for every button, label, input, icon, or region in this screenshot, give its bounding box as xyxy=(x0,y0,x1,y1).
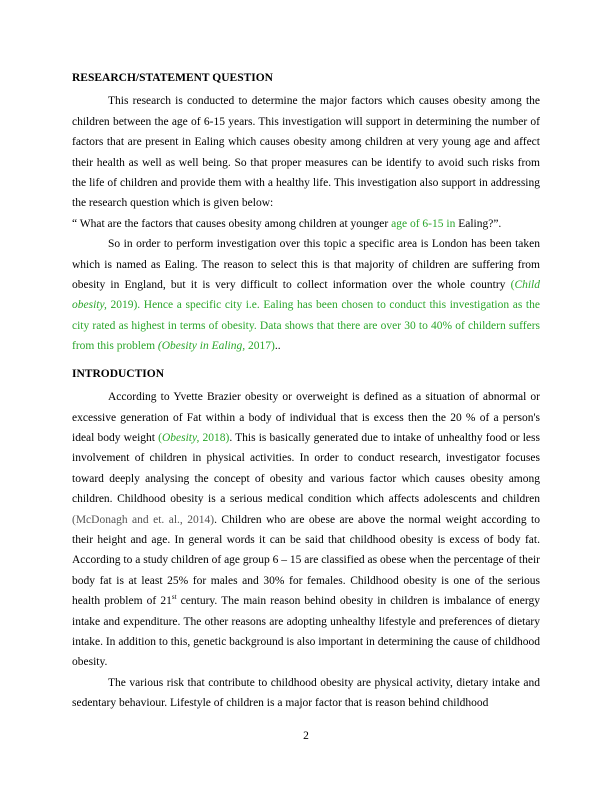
introduction-paragraph-1: According to Yvette Brazier obesity or overweight is defined as a situation of abnormal or excessive generation of Fat within a body of individual that is excess then the 20 % of a person's ideal body weight (Obesity, 2018). This is basically generated due to intake of unhealthy food or less involvement of children in physical activities. In order to conduct research, investigator focuses toward deeply analysing the concept of obesity and various factor which causes obesity among children. Childhood obesity is a serious medical condition which affects adolescents and children (McDonagh and et. al., 2014). Children who are obese are above the normal weight according to their height and age. In general words it can be said that childhood obesity is excess of body fat. According to a study children of age group 6 – 15 are classified as obese when the percentage of their body fat is at least 25% for males and 30% for females. Childhood obesity is one of the serious health problem of 21st century. The main reason behind obesity in children is imbalance of energy intake and expenditure. The other reasons are adopting unhealthy lifestyle and preferences of dietary intake. In addition to this, genetic background is also important in determining the cause of childhood obesity. xyxy=(72,391,540,669)
research-question: “ What are the factors that causes obesity among children at younger age of 6-15 in Ealing?”. xyxy=(72,217,502,230)
citation-obesity-2018: (Obesity, 2018) xyxy=(158,431,230,444)
section-heading-research: RESEARCH/STATEMENT QUESTION xyxy=(72,72,273,84)
citation-obesity-in-ealing: (Obesity in Ealing, 2017) xyxy=(157,340,275,353)
section-heading-introduction: INTRODUCTION xyxy=(72,367,165,380)
introduction-paragraph-2: The various risk that contribute to childhood obesity are physical activity, dietary intake and sedentary behaviour. Lifestyle of children is a major factor that is reason behind childhood xyxy=(72,676,540,710)
citation-child-obesity: (Child obesity, 2019) xyxy=(72,279,540,312)
document-page xyxy=(72,68,540,714)
research-paragraph-2: So in order to perform investigation over this topic a specific area is London has been taken which is named as Ealing. The reason to select this is that majority of children are suffering from obesity in England, but it is very difficult to collect information over the whole country (Child obesity, 2019). Hence a specific city i.e. Ealing has been chosen to conduct this investigation as the city rated as highest in terms of obesity. Data shows that there are over 30 to 40% of childern suffers from this problem (Obesity in Ealing, 2017).. xyxy=(72,238,540,353)
page-number: 2 xyxy=(303,730,309,742)
question-highlight: age of 6-15 in xyxy=(391,217,456,230)
research-paragraph-1: This research is conducted to determine the major factors which causes obesity among the children between the age of 6-15 years. This investigation will support in determining the number of factors that are present in Ealing which causes obesity among children at very young age and affect their health as well as well being. So that proper measures can be identify to avoid such risks from the life of children and provide them with a healthy life. This investigation also support in addressing the research question which is given below: xyxy=(72,95,540,210)
highlighted-text: . Hence a specific city i.e. Ealing has been chosen to conduct this investigation as the city rated as highest in terms of obesity. Data shows that there are over 30 to 40% of childern suffers from this problem xyxy=(72,299,540,353)
citation-mcdonagh: (McDonagh and et. al., 2014) xyxy=(72,513,215,526)
